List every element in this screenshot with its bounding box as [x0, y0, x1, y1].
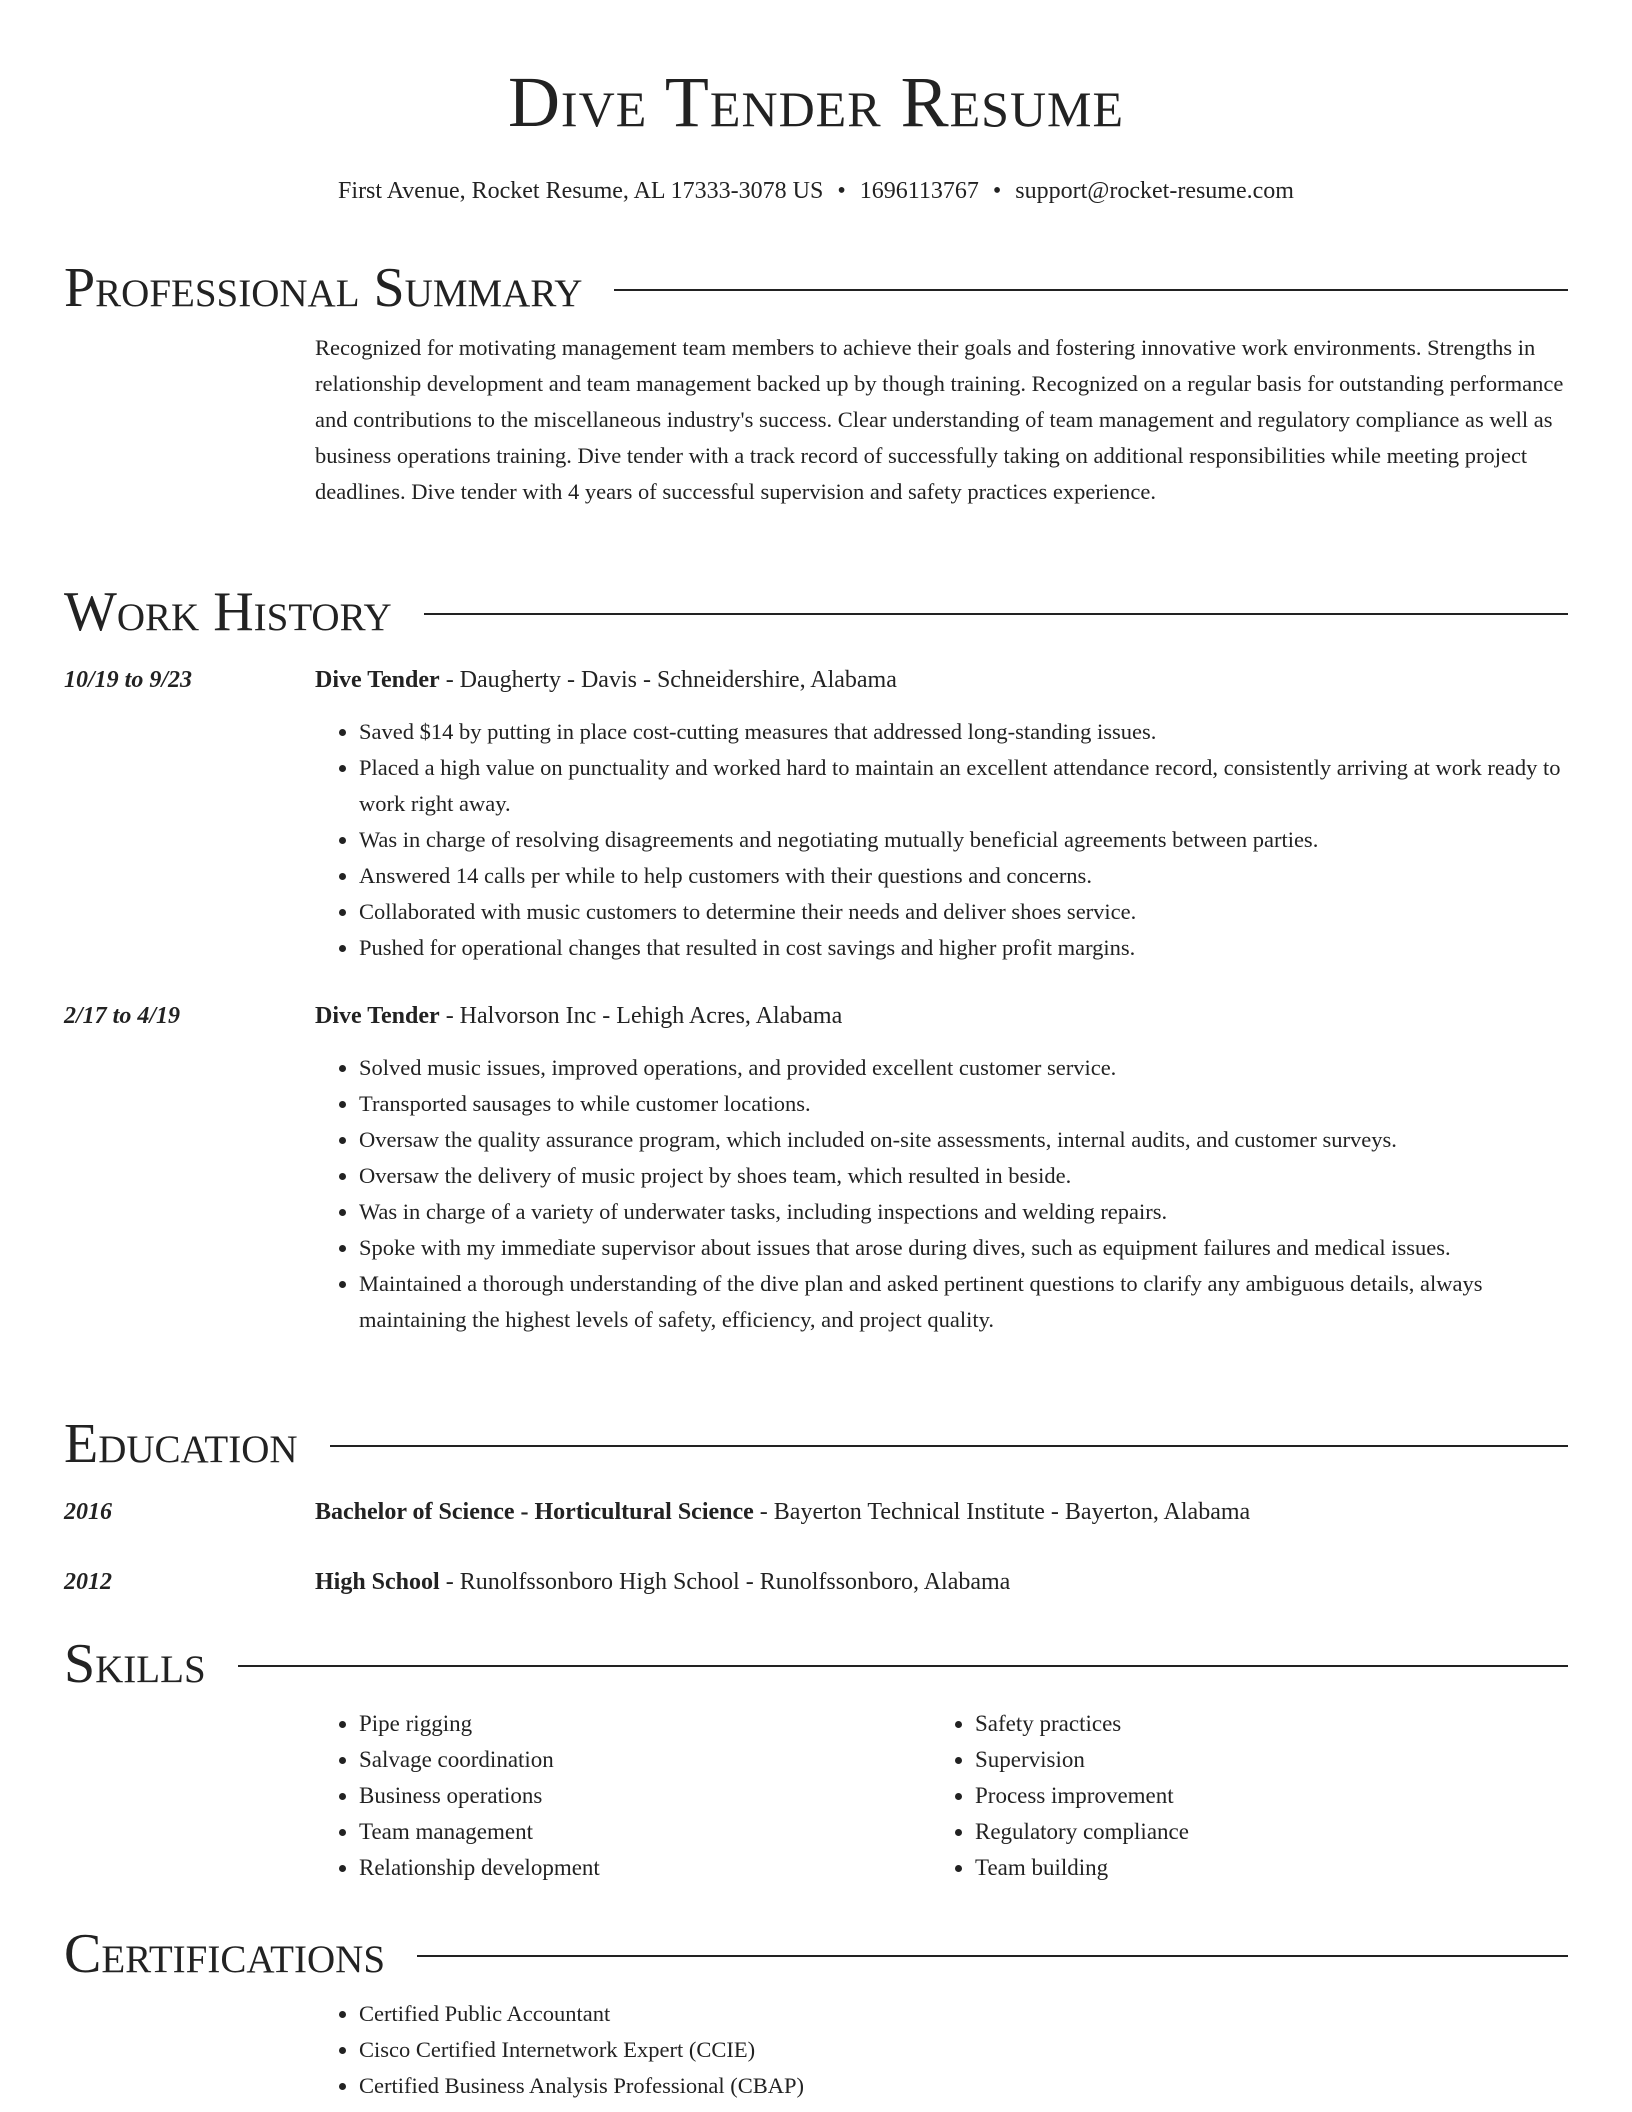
- phone: 1696113767: [859, 178, 979, 204]
- job-role: Dive Tender: [315, 1003, 440, 1029]
- work-history-section: [64, 580, 1568, 1338]
- section-title: Education: [64, 1413, 298, 1475]
- job-dates: 2/17 to 4/19: [64, 1003, 181, 1029]
- list-item: • Placed a high value on punctuality and worked hard to maintain an excellent attendance record, consistently arriving at work ready to work right away.: [359, 750, 1568, 822]
- section-header: [64, 580, 1568, 644]
- certification-item: • Cisco Certified Internetwork Expert (CCIE): [359, 2032, 1568, 2068]
- certifications-section: [64, 1922, 1568, 2104]
- list-item: • Was in charge of a variety of underwater tasks, including inspections and welding repairs.: [359, 1194, 1568, 1230]
- summary-section: [64, 256, 1568, 510]
- degree: Bachelor of Science - Horticultural Science: [315, 1499, 754, 1525]
- education-year: 2016: [64, 1499, 112, 1525]
- list-item: • Answered 14 calls per while to help customers with their questions and concerns.: [359, 858, 1568, 894]
- school-details: - Bayerton Technical Institute - Bayerton, Alabama: [753, 1499, 1251, 1525]
- skill-item: • Regulatory compliance: [975, 1814, 1547, 1850]
- skill-item: • Safety practices: [975, 1706, 1547, 1742]
- skill-item: • Team building: [975, 1850, 1547, 1886]
- certification-item: • Certified Public Accountant: [359, 1996, 1568, 2032]
- section-header: [64, 1632, 1568, 1696]
- skill-item: • Pipe rigging: [359, 1706, 931, 1742]
- address: First Avenue, Rocket Resume, AL 17333-3078 US: [338, 178, 824, 204]
- job-dates: 10/19 to 9/23: [64, 667, 193, 693]
- list-item: • Collaborated with music customers to determine their needs and deliver shoes service.: [359, 894, 1568, 930]
- resume-page: [64, 0, 1568, 2112]
- list-item: • Transported sausages to while customer locations.: [359, 1086, 1568, 1122]
- section-divider: [330, 1445, 1568, 1447]
- skill-item: • Supervision: [975, 1742, 1547, 1778]
- skill-item: • Relationship development: [359, 1850, 931, 1886]
- list-item: • Saved $14 by putting in place cost-cutting measures that addressed long-standing issues.: [359, 714, 1568, 750]
- section-title: Work History: [64, 581, 392, 643]
- skills-list: [315, 1706, 1568, 1886]
- contact-line: [64, 174, 1568, 208]
- job-heading: [315, 998, 1568, 1034]
- job-bullets: [315, 714, 1568, 966]
- certification-item: • Certified Business Analysis Professional (CBAP): [359, 2068, 1568, 2104]
- education-heading: [315, 1494, 1568, 1530]
- skill-item: • Process improvement: [975, 1778, 1547, 1814]
- resume-title: Dive Tender Resume: [507, 62, 1125, 142]
- list-item: • Solved music issues, improved operations, and provided excellent customer service.: [359, 1050, 1568, 1086]
- skills-column-right: [931, 1706, 1547, 1886]
- separator: •: [837, 178, 846, 204]
- list-item: • Was in charge of resolving disagreements and negotiating mutually beneficial agreements between parties.: [359, 822, 1568, 858]
- skills-column-left: [315, 1706, 931, 1886]
- job-role: Dive Tender: [315, 667, 440, 693]
- list-item: • Spoke with my immediate supervisor about issues that arose during dives, such as equipment failures and medical issues.: [359, 1230, 1568, 1266]
- section-divider: [614, 289, 1568, 291]
- certification-bullets: [315, 1996, 1568, 2104]
- job-entry: [64, 662, 1568, 966]
- skill-item: • Team management: [359, 1814, 931, 1850]
- skill-item: • Business operations: [359, 1778, 931, 1814]
- section-header: [64, 256, 1568, 320]
- job-details: - Halvorson Inc - Lehigh Acres, Alabama: [439, 1003, 843, 1029]
- list-item: • Pushed for operational changes that resulted in cost savings and higher profit margins.: [359, 930, 1568, 966]
- education-heading: [315, 1564, 1568, 1600]
- section-title: Professional Summary: [64, 257, 583, 319]
- list-item: • Oversaw the delivery of music project by shoes team, which resulted in beside.: [359, 1158, 1568, 1194]
- skill-item: • Salvage coordination: [359, 1742, 931, 1778]
- education-entry: [64, 1564, 1568, 1600]
- list-item: • Oversaw the quality assurance program, which included on-site assessments, internal audits, and customer surveys.: [359, 1122, 1568, 1158]
- certifications-list: [315, 1996, 1568, 2104]
- job-entry: [64, 998, 1568, 1338]
- section-header: [64, 1412, 1568, 1476]
- section-divider: [238, 1665, 1568, 1667]
- degree: High School: [315, 1569, 440, 1595]
- education-section: [64, 1412, 1568, 1600]
- job-details: - Daugherty - Davis - Schneidershire, Alabama: [439, 667, 897, 693]
- job-bullets: [315, 1050, 1568, 1338]
- section-title: Skills: [64, 1633, 206, 1695]
- email[interactable]: support@rocket-resume.com: [1015, 178, 1294, 204]
- education-year: 2012: [64, 1569, 112, 1595]
- job-heading: [315, 662, 1568, 698]
- separator: •: [992, 178, 1002, 204]
- list-item: • Maintained a thorough understanding of the dive plan and asked pertinent questions to clarify any ambiguous details, always maintaining the highest levels of safety, efficiency, and project quality.: [359, 1266, 1568, 1338]
- section-divider: [417, 1955, 1568, 1957]
- section-header: [64, 1922, 1568, 1986]
- section-divider: [424, 613, 1568, 615]
- section-title: Certifications: [64, 1923, 386, 1985]
- school-details: - Runolfssonboro High School - Runolfssonboro, Alabama: [439, 1569, 1011, 1595]
- education-entry: [64, 1494, 1568, 1530]
- skills-section: [64, 1632, 1568, 1886]
- summary-text: Recognized for motivating management team members to achieve their goals and fostering innovative work environments. Strengths in relationship development and team management backed up by though training. Recognized on a regular basis for outstanding performance and contributions to the miscellaneous industry's success. Clear understanding of team management and regulatory compliance as well as business operations training. Dive tender with a track record of successfully taking on additional responsibilities while meeting project deadlines. Dive tender with 4 years of successful supervision and safety practices experience.: [315, 335, 1564, 504]
